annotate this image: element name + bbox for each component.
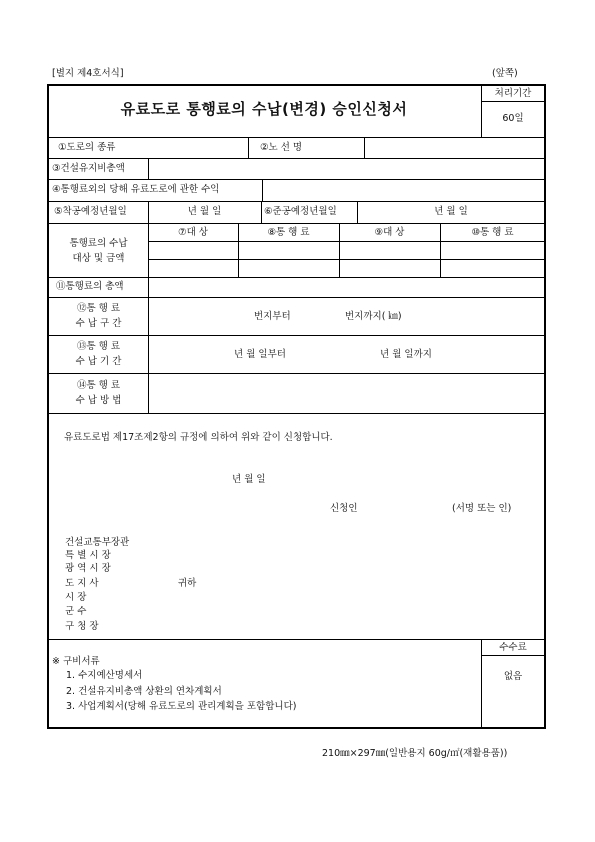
applicant-label: 신청인 [330, 503, 358, 514]
start-date-label: ⑤착공예정년월일 [54, 206, 127, 217]
processing-inner-line [481, 101, 545, 102]
construction-cost-label: ③건설유지비총액 [52, 163, 125, 174]
processing-value: 60일 [502, 113, 524, 124]
attachments-heading: ※ 구비서류 [52, 656, 100, 667]
statement-date: 년 월 일 [232, 474, 266, 485]
start-date-value: 년 월 일 [187, 206, 222, 217]
col-line [148, 277, 149, 413]
col-line [262, 179, 263, 201]
honorific: 귀하 [178, 578, 197, 589]
row-line [49, 158, 545, 159]
statement-text: 유료도로법 제17조제2항의 규정에 의하여 위와 같이 신청합니다. [64, 432, 333, 443]
attachment-item: 1. 수지예산명세서 [66, 670, 143, 681]
toll-target-label-2: 대상 및 금액 [72, 253, 125, 264]
method-label-2: 수 납 방 법 [75, 395, 122, 406]
col10-header: ⑩통 행 료 [471, 227, 514, 238]
fee-label: 수수료 [499, 642, 527, 653]
fee-value: 없음 [503, 671, 523, 682]
period-to: 년 월 일까지 [380, 349, 432, 360]
col-line [148, 158, 149, 179]
toll-total-label: ⑪통행료의 총액 [56, 281, 124, 292]
period-from: 년 월 일부터 [234, 349, 286, 360]
col7-header: ⑦대 상 [178, 227, 208, 238]
route-name-label: ②노 선 명 [260, 142, 303, 153]
toll-target-label-1: 통행료의 수납 [69, 238, 128, 249]
row-line [149, 259, 545, 260]
row-line [49, 335, 545, 336]
row-line [49, 201, 545, 202]
frame-right [544, 84, 546, 728]
paper-spec: 210㎜×297㎜(일반용지 60g/㎡(재활용품)) [322, 748, 508, 759]
recipient-6: 군 수 [65, 606, 87, 617]
row-line [49, 179, 545, 180]
period-label-1: ⑬통 행 료 [76, 341, 121, 352]
form-number: [별지 제4호서식] [52, 68, 124, 79]
row-line [49, 373, 545, 374]
period-label-2: 수 납 기 간 [75, 356, 122, 367]
row-line [49, 277, 545, 278]
section-label-2: 수 납 구 간 [75, 318, 122, 329]
processing-label: 처리기간 [494, 88, 532, 99]
page-side: (앞쪽) [492, 68, 518, 79]
row-line [49, 297, 545, 298]
bottom-section-line [49, 639, 545, 640]
col-line [248, 137, 249, 158]
end-date-value: 년 월 일 [434, 206, 468, 217]
row-line [49, 223, 545, 224]
method-label-1: ⑭통 행 료 [76, 380, 121, 391]
row-line [49, 413, 545, 414]
attachment-item: 3. 사업계획서(당해 유료도로의 관리계획을 포함합니다) [66, 701, 297, 712]
recipient-5: 시 장 [65, 592, 87, 603]
end-date-label: ⑥준공예정년월일 [264, 206, 337, 217]
form-title: 유료도로 통행료의 수납(변경) 승인신청서 [120, 100, 408, 118]
row-line [49, 137, 545, 138]
row-line [149, 241, 545, 242]
section-to: 번지까지( ㎞) [345, 311, 402, 322]
attachment-item: 2. 건설유지비총액 상환의 연차계획서 [66, 686, 222, 697]
signature-label: (서명 또는 인) [452, 503, 512, 514]
frame-top [47, 84, 546, 86]
other-income-label: ④통행료외의 당해 유료도로에 관한 수익 [52, 184, 220, 195]
col-line [364, 137, 365, 158]
recipient-1: 건설교통부장관 [65, 537, 130, 548]
col-line [261, 201, 262, 223]
fee-inner-line [481, 655, 545, 656]
recipient-3: 광 역 시 장 [65, 563, 111, 574]
section-label-1: ⑫통 행 료 [76, 303, 121, 314]
recipient-2: 특 별 시 장 [65, 550, 111, 561]
recipient-7: 구 청 장 [65, 621, 99, 632]
col8-header: ⑧통 행 료 [267, 227, 310, 238]
col9-header: ⑨대 상 [374, 227, 405, 238]
frame-bottom [47, 727, 546, 729]
road-type-label: ①도로의 종류 [58, 142, 116, 153]
recipient-4: 도 지 사 [65, 578, 99, 589]
section-from: 번지부터 [254, 311, 291, 322]
